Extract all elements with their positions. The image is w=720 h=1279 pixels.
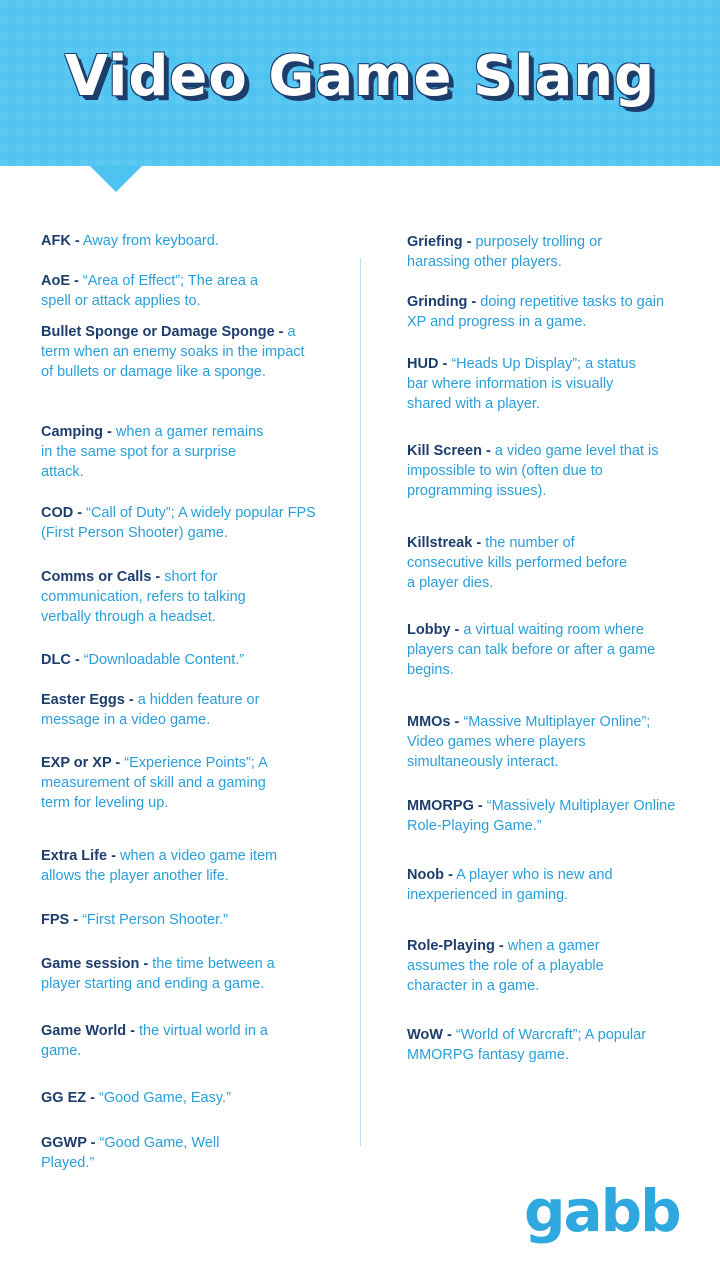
gabb-logo: gabb	[524, 1177, 680, 1245]
glossary-entry: EXP or XP - “Experience Points”; A measurement of skill and a gaming term for leveling up.	[41, 755, 267, 811]
glossary-entry: Game session - the time between a player starting and ending a game.	[41, 956, 275, 992]
glossary-entry: Comms or Calls - short for communication, refers to talking verbally through a headset.	[41, 569, 246, 625]
glossary-entry: Role-Playing - when a gamer assumes the role of a playable character in a game.	[407, 938, 604, 994]
glossary-entry: Kill Screen - a video game level that is impossible to win (often due to programming issues).	[407, 443, 659, 499]
glossary-entry: DLC - “Downloadable Content.”	[41, 652, 245, 668]
glossary-entry: Camping - when a gamer remains in the same spot for a surprise attack.	[41, 424, 264, 480]
glossary-entry: AFK - Away from keyboard.	[41, 233, 219, 249]
glossary-entry: Lobby - a virtual waiting room where players can talk before or after a game begins.	[407, 622, 656, 678]
glossary-entry: Grinding - doing repetitive tasks to gain XP and progress in a game.	[407, 294, 665, 330]
header-banner	[0, 0, 720, 166]
glossary-entry: MMORPG - “Massively Multiplayer Online Role-Playing Game.”	[407, 798, 676, 834]
glossary-entry: FPS - “First Person Shooter.”	[41, 912, 228, 928]
glossary-entry: Killstreak - the number of consecutive kills performed before a player dies.	[407, 535, 628, 591]
glossary-entry: COD - “Call of Duty”; A widely popular FPS (First Person Shooter) game.	[41, 505, 316, 541]
glossary-entry: HUD - “Heads Up Display”; a status bar where information is visually shared with a player.	[407, 356, 636, 412]
glossary-entry: GG EZ - “Good Game, Easy.”	[41, 1090, 231, 1106]
column-divider	[360, 258, 361, 1146]
glossary-entry: Easter Eggs - a hidden feature or message in a video game.	[41, 692, 260, 728]
glossary-entry: Bullet Sponge or Damage Sponge - a term when an enemy soaks in the impact of bullets or damage like a sponge.	[41, 324, 305, 380]
glossary-entry: Game World - the virtual world in a game.	[41, 1023, 268, 1059]
glossary-entry: Extra Life - when a video game item allows the player another life.	[41, 848, 278, 884]
glossary-entry: WoW - “World of Warcraft”; A popular MMORPG fantasy game.	[407, 1027, 647, 1063]
page-title: Video Game Slang	[64, 44, 656, 109]
glossary-entry: AoE - “Area of Effect”; The area a spell or attack applies to.	[41, 273, 259, 309]
glossary-entry: Noob - A player who is new and inexperienced in gaming.	[407, 867, 613, 903]
glossary-entry: MMOs - “Massive Multiplayer Online”; Video games where players simultaneously interact.	[407, 714, 651, 770]
glossary-entry: GGWP - “Good Game, Well Played.”	[41, 1135, 220, 1171]
header-notch	[90, 166, 142, 192]
glossary-entry: Griefing - purposely trolling or harassing other players.	[407, 234, 603, 270]
